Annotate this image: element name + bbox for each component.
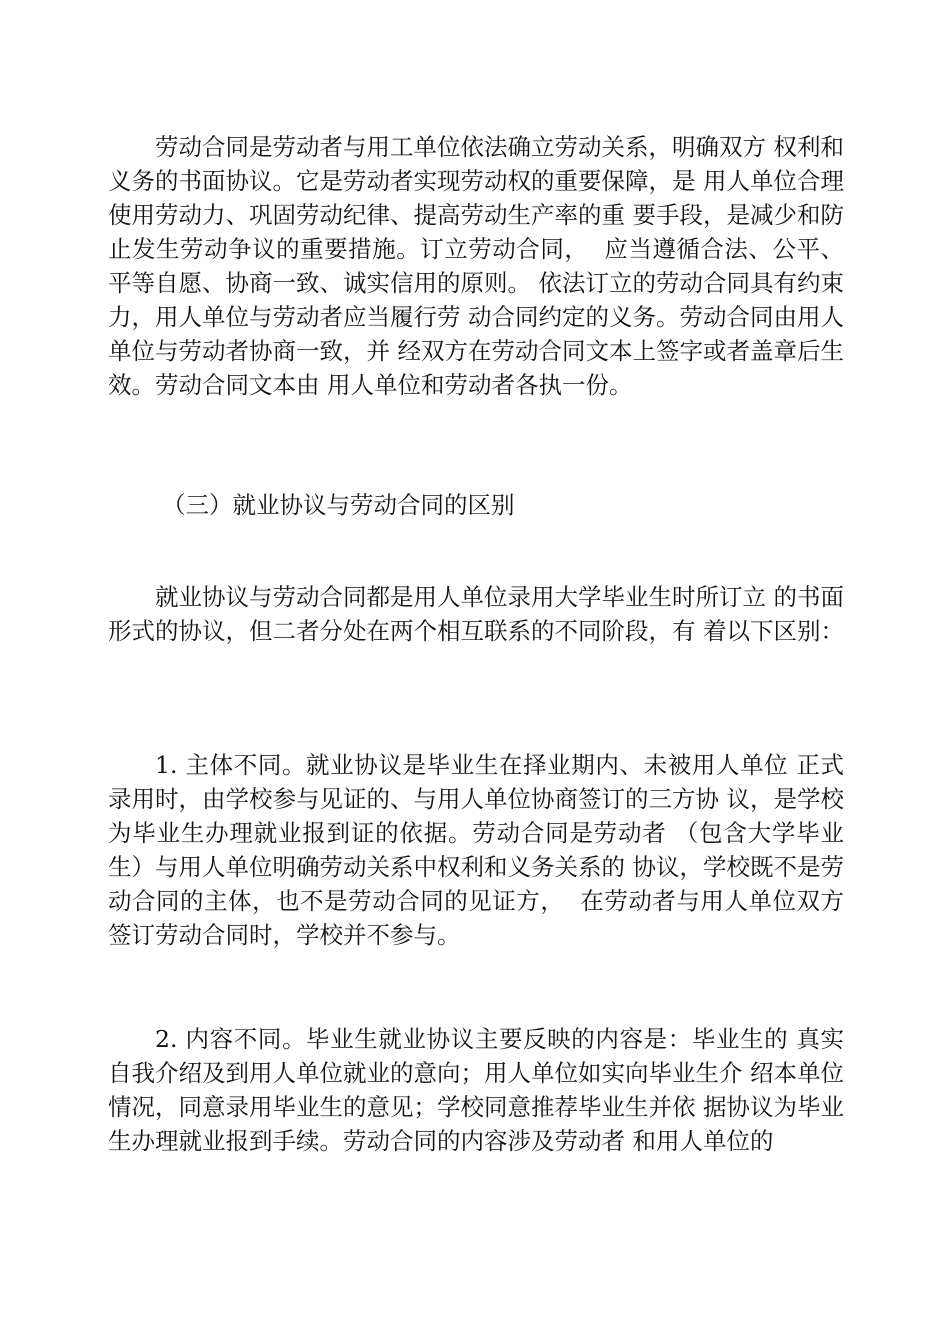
section-heading: （三）就业协议与劳动合同的区别	[162, 491, 515, 519]
paragraph-differences-intro: 就业协议与劳动合同都是用人单位录用大学毕业生时所订立 的书面形式的协议，但二者分处在两个相互联系的不同阶段，有 着以下区别：	[108, 583, 844, 645]
paragraph-difference-subject: 1. 主体不同。就业协议是毕业生在择业期内、未被用人单位 正式录用时，由学校参与见证的、与用人单位协商签订的三方协 议，是学校为毕业生办理就业报到证的依据。劳动合同是劳动者 （包含大学毕业生）与用人单位明确劳动关系中权利和义务关系的 协议，学校既不是劳动合同的主体，也不是劳动合同的见证方， 在劳动者与用人单位双方签订劳动合同时，学校并不参与。	[108, 751, 844, 949]
paragraph-labor-contract-definition: 劳动合同是劳动者与用工单位依法确立劳动关系，明确双方 权利和义务的书面协议。它是劳动者实现劳动权的重要保障，是 用人单位合理使用劳动力、巩固劳动纪律、提高劳动生产率的重 要手段，是减少和防止发生劳动争议的重要措施。订立劳动合同， 应当遵循合法、公平、平等自愿、协商一致、诚实信用的原则。 依法订立的劳动合同具有约束力，用人单位与劳动者应当履行劳 动合同约定的义务。劳动合同由用人单位与劳动者协商一致，并 经双方在劳动合同文本上签字或者盖章后生效。劳动合同文本由 用人单位和劳动者各执一份。	[108, 133, 844, 399]
paragraph-difference-content: 2. 内容不同。毕业生就业协议主要反映的内容是：毕业生的 真实自我介绍及到用人单位就业的意向；用人单位如实向毕业生介 绍本单位情况，同意录用毕业生的意见；学校同意推荐毕业生并依 据协议为毕业生办理就业报到手续。劳动合同的内容涉及劳动者 和用人单位的	[108, 1025, 844, 1155]
